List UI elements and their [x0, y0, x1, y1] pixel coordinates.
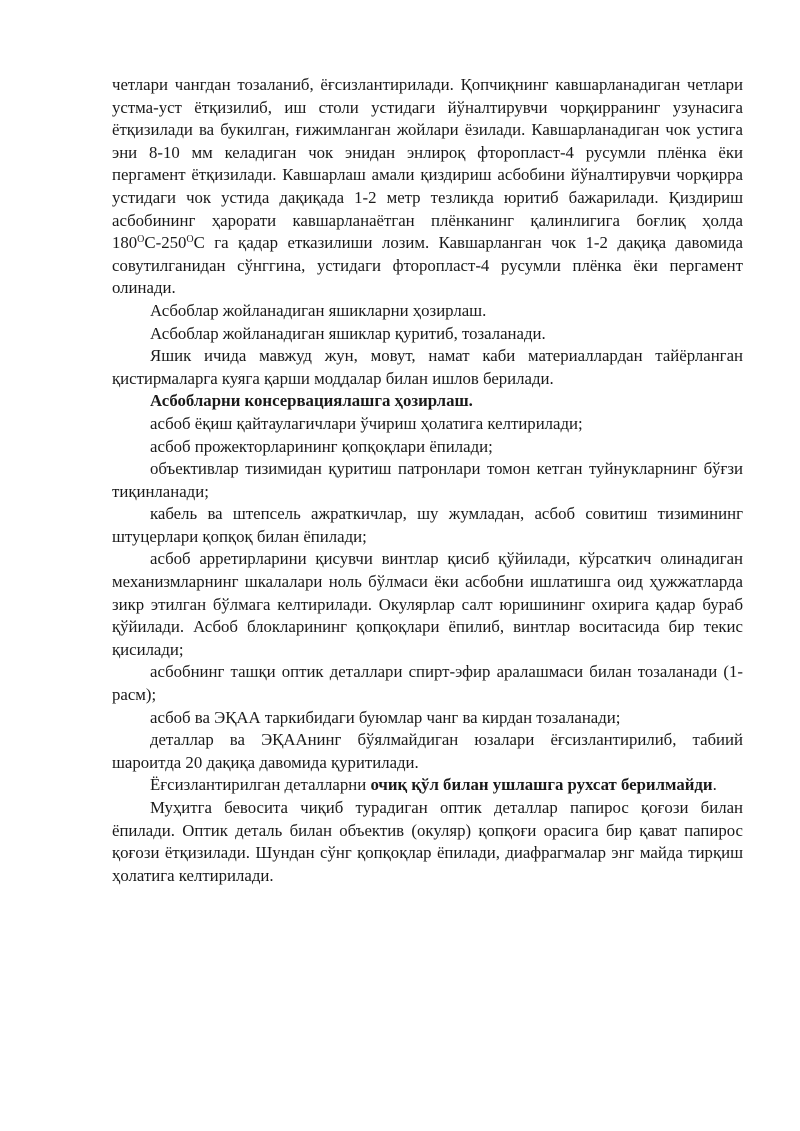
paragraph-optics: Муҳитга бевосита чиқиб турадиган оптик деталлар папирос қоғози билан ёпилади. Оптик деталь билан объектив (окуляр) қопқоғи орасига бир қават папирос қоғози ётқизилади. Шундан сўнг қопқоқлар ёпилади, диафрагмалар энг майда тирқиш ҳолатига келтирилади. — [112, 798, 743, 885]
list-item: асбоб ва ЭҚАА таркибидаги буюмлар чанг ва кирдан тозаланади; — [150, 707, 621, 727]
degree-superscript: О — [186, 234, 194, 246]
paragraph-box-prep: Асбоблар жойланадиган яшикларни ҳозирлаш. — [150, 300, 487, 320]
paragraph-welding — [112, 74, 743, 300]
paragraph-warning — [112, 774, 743, 797]
list-item: кабель ва штепсель ажраткичлар, шу жумладан, асбоб совитиш тизимининг штуцерлари қопқоқ билан ёпилади; — [112, 504, 743, 546]
list-item: объективлар тизимидан қуритиш патронлари томон кетган туйнукларнинг бўғзи тиқинланади; — [112, 459, 743, 501]
paragraph-text: четлари чангдан тозаланиб, ёғсизлантирилади. Қопчиқнинг кавшарланадиган четлари устма-уст ётқизилиб, иш столи устидаги йўналтирувчи чорқирранинг узунасига ётқизилади ва букилган, ғижимланган жойлари ёзилади. Кавшарланадиган чок устига эни 8-10 мм келадиган чок энидан энлироқ фторопласт-4 русумли плёнка ёки пергамент ётқизилади. Кавшарлаш амали қиздириш асбобини йўналтирувчи чорқирра устидаги чок устида дақиқада 1-2 метр тезликда юритиб бажарилади. Қиздириш асбобининг ҳарорати кавшарланаётган плёнканинг қалинлигига боғлиқ ҳолда 180 — [112, 75, 743, 253]
paragraph-text: С-250 — [144, 233, 187, 253]
degree-superscript: О — [137, 234, 145, 246]
paragraph-text: С га қадар етказилиши лозим. Кавшарланган чок 1-2 дақиқа давомида совутилганидан сўнггина, устидаги фторопласт-4 русумли плёнка ёки пергамент олинади. — [112, 233, 743, 298]
warning-bold-text: очиқ қўл билан ушлашга рухсат берилмайди — [370, 775, 713, 795]
paragraph-box-dry: Асбоблар жойланадиган яшиклар қуритиб, тозаланади. — [150, 323, 546, 343]
document-page — [112, 74, 743, 887]
paragraph-text: Ёғсизлантирилган деталларни — [150, 775, 371, 795]
paragraph-box-treatment: Яшик ичида мавжуд жун, мовут, намат каби материаллардан тайёрланган қистирмаларга куяга қарши моддалар билан ишлов берилади. — [112, 346, 743, 388]
paragraph-text: . — [712, 775, 717, 795]
list-item: асбоб арретирларини қисувчи винтлар қисиб қўйилади, кўрсаткич олинадиган механизмларнинг шкалалари ноль бўлмаси ёки асбобни ишлатишга оид ҳужжатларда зикр этилган бўлмага келтирилади. Окулярлар салт юришининг охирига қадар бураб қўйилади. Асбоб блокларининг қопқоқлари ёпилиб, винтлар воситасида бир текис қисилади; — [112, 549, 743, 659]
list-item: асбоб ёқиш қайтаулагичлари ўчириш ҳолатига келтирилади; — [150, 413, 583, 433]
list-item: асбоб прожекторларининг қопқоқлари ёпилади; — [150, 436, 493, 456]
section-heading: Асбобларни консервациялашга ҳозирлаш. — [150, 391, 473, 411]
list-item: асбобнинг ташқи оптик деталлари спирт-эфир аралашмаси билан тозаланади (1-расм); — [112, 662, 743, 705]
list-item: деталлар ва ЭҚААнинг бўялмайдиган юзалари ёғсизлантирилиб, табиий шароитда 20 дақиқа давомида қуритилади. — [112, 730, 743, 772]
